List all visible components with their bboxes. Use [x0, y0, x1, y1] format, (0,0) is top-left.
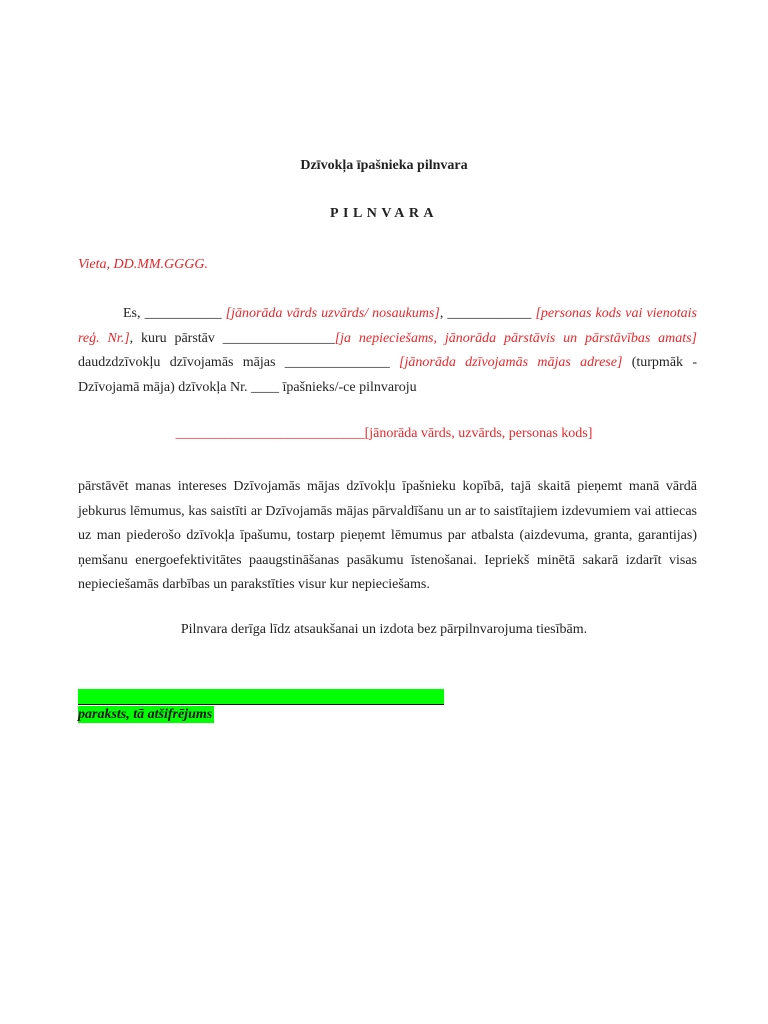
document-heading: PILNVARA: [329, 206, 439, 221]
principal-text-5: (turpmāk - Dzīvojamā māja) dzīvokļa Nr. ____ īpašnieks/-ce pilnvaroju: [78, 355, 697, 395]
authorized-person-line: ___________________________[jānorāda vārds, uzvārds, personas kods]: [175, 426, 593, 441]
principal-text-4: daudzdzīvokļu dzīvojamās mājas _______________: [78, 355, 400, 370]
document-title: Dzīvokļa īpašnieka pilnvara: [300, 158, 468, 173]
address-placeholder: [jānorāda dzīvojamās mājas adrese]: [399, 355, 623, 370]
validity-statement: Pilnvara derīga līdz atsaukšanai un izdota bez pārpilnvarojuma tiesībām.: [180, 622, 588, 637]
name-placeholder: [jānorāda vārds uzvārds/ nosaukums]: [225, 306, 440, 321]
signature-label: paraksts, tā atšifrējums: [78, 707, 213, 722]
principal-text-2: , ____________: [439, 306, 536, 321]
principal-text-1: Es, ___________: [123, 306, 226, 321]
principal-text-3: , kuru pārstāv ________________: [129, 330, 335, 346]
id-code-placeholder: [personas kods vai vienotais reģ. Nr.]: [78, 306, 697, 346]
representative-placeholder: [ja nepieciešams, jānorāda pārstāvis un pārstāvības amats]: [334, 330, 698, 346]
authority-paragraph: pārstāvēt manas intereses Dzīvojamās mājas dzīvokļu īpašnieku kopībā, tajā skaitā pieņemt manā vārdā jebkurus lēmumus, kas saistīti ar Dzīvojamās mājas pārvaldīšanu un ar to saistītajiem izdevumiem vai attiecas uz man piederošo dzīvokļa īpašumu, tostarp pieņemt lēmumus par atbalsta (aizdevuma, granta, garantijas) ņemšanu energoefektivitātes paaugstināšanas pasākumu īstenošanai. Iepriekš minētā sakarā izdarīt visas nepieciešamās darbības un parakstīties visur kur nepieciešams.: [78, 479, 697, 592]
principal-paragraph: [78, 302, 697, 400]
place-date-placeholder: Vieta, DD.MM.GGGG.: [78, 257, 208, 272]
signature-line: [78, 689, 444, 705]
